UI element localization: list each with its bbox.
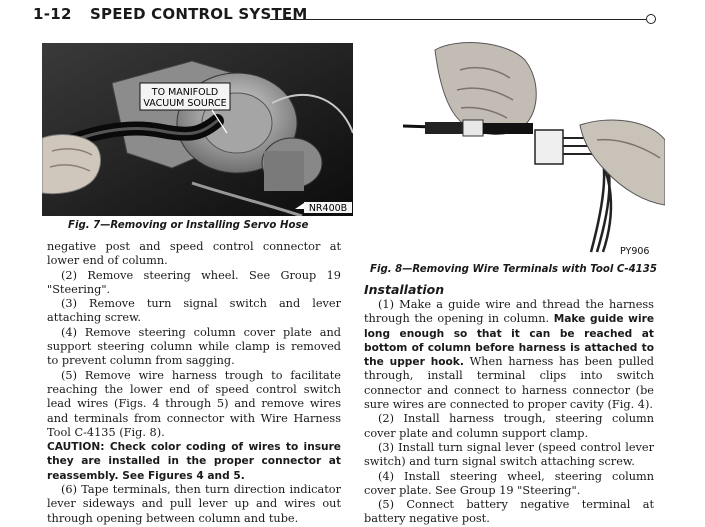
install-step-1-bold-note: Make guide wire long enough so that it can be reached at bottom of column before harness is attached to the upper hook. bbox=[364, 313, 655, 369]
removal-step-6: (6) Tape terminals, then turn direction indicator lever sideways and pull lever up and wires out through opening between column and tube. bbox=[47, 483, 341, 525]
figure7-label-line2: VACUUM SOURCE bbox=[143, 98, 227, 109]
removal-step-2: (2) Remove steering wheel. See Group 19 "Steering". bbox=[47, 268, 341, 296]
page-number: 1-12 bbox=[33, 5, 72, 23]
install-step-1-continued: When harness has been pulled through, install terminal clips into switch connector and connect to harness connector (be sure wires are connected to proper cavity (Fig. 4). bbox=[364, 355, 655, 412]
figure8-caption: Fig. 8—Removing Wire Terminals with Tool C-4135 bbox=[370, 264, 657, 275]
figure8-photo bbox=[365, 30, 665, 260]
figure7-caption: Fig. 7—Removing or Installing Servo Hose bbox=[68, 220, 309, 231]
removal-step-4: (4) Remove steering column cover plate and support steering column while clamp is removed to prevent column from sagging. bbox=[47, 325, 341, 368]
install-step-1-text: (1) Make a guide wire and thread the harness through the opening in column. bbox=[364, 298, 654, 326]
installation-heading: Installation bbox=[364, 282, 445, 297]
left-text-column bbox=[47, 240, 341, 526]
header-end-circle bbox=[646, 14, 656, 24]
header-rule bbox=[270, 19, 646, 20]
servo-hose-illustration bbox=[42, 43, 353, 216]
removal-step-5: (5) Remove wire harness trough to facilitate reaching the lower end of speed control switch lead wires (Figs. 4 through 5) and remove wires and terminals from connector with Wire Harness Tool C-4135 (Fig. 8). bbox=[47, 368, 341, 439]
figure7-label-line1: TO MANIFOLD bbox=[151, 87, 219, 98]
install-step-2: (2) Install harness trough, steering column cover plate and column support clamp. bbox=[364, 412, 654, 440]
install-step-5: (5) Connect battery negative terminal at battery negative post. bbox=[364, 498, 654, 526]
install-step-3: (3) Install turn signal lever (speed control lever switch) and turn signal switch attaching screw. bbox=[364, 440, 654, 469]
install-step-1 bbox=[364, 298, 654, 412]
figure7-code: NR400B bbox=[308, 203, 348, 214]
left-continued-paragraph: negative post and speed control connector at lower end of column. bbox=[47, 240, 341, 268]
caution-note: CAUTION: Check color coding of wires to insure they are installed in the proper connector at reassembly. See Figures 4 and 5. bbox=[47, 441, 341, 482]
figure7-photo bbox=[42, 43, 353, 216]
right-text-column bbox=[364, 282, 654, 527]
install-step-4: (4) Install steering wheel, steering column cover plate. See Group 19 "Steering". bbox=[364, 469, 654, 497]
wire-terminal-tool-illustration bbox=[365, 30, 665, 260]
figure8-code: PY906 bbox=[620, 246, 650, 257]
removal-step-3: (3) Remove turn signal switch and lever attaching screw. bbox=[47, 297, 341, 325]
section-title: SPEED CONTROL SYSTEM bbox=[90, 5, 308, 23]
